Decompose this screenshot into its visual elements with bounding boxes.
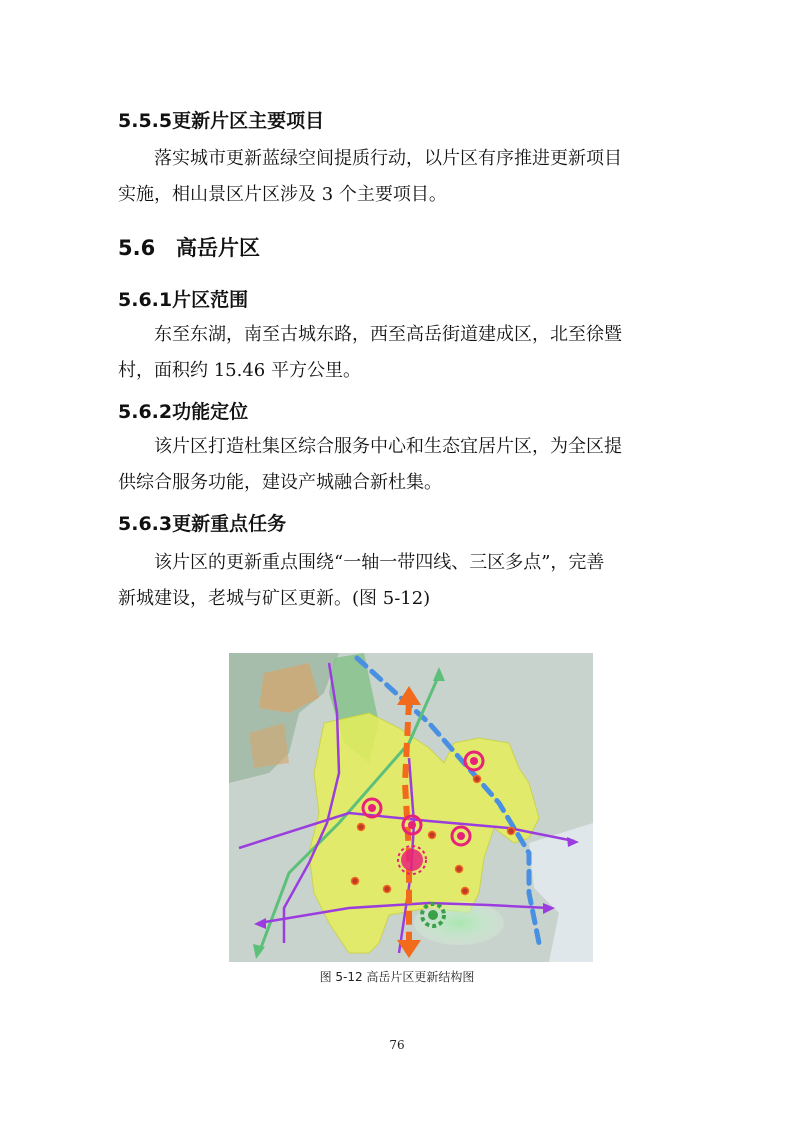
paragraph-line: 供综合服务功能，建设产城融合新杜集。 bbox=[118, 472, 442, 493]
section-title: 高岳片区 bbox=[176, 236, 260, 260]
paragraph-line: 该片区的更新重点围绕“一轴一带四线、三区多点”，完善 bbox=[154, 552, 605, 573]
paragraph-line: 村，面积约 15.46 平方公里。 bbox=[118, 360, 361, 381]
structure-map-figure bbox=[229, 653, 593, 962]
paragraph-line: 新城建设，老城与矿区更新。(图 5-12) bbox=[118, 588, 431, 609]
paragraph-line: 该片区打造杜集区综合服务中心和生态宜居片区，为全区提 bbox=[154, 436, 622, 457]
page-number: 76 bbox=[389, 1038, 405, 1052]
paragraph-line: 实施，相山景区片区涉及 3 个主要项目。 bbox=[118, 184, 447, 205]
section-heading-5-5-5: 5.5.5更新片区主要项目 bbox=[118, 110, 325, 132]
paragraph-5-6-3 bbox=[118, 545, 678, 617]
paragraph-5-6-1 bbox=[118, 317, 678, 389]
section-number: 5.6 bbox=[118, 236, 156, 260]
paragraph-5-6-2 bbox=[118, 429, 678, 501]
paragraph-line: 东至东湖，南至古城东路，西至高岳街道建成区，北至徐暨 bbox=[154, 324, 622, 345]
figure-caption: 图 5-12 高岳片区更新结构图 bbox=[319, 970, 475, 984]
paragraph-5-5-5 bbox=[118, 141, 678, 213]
section-heading-5-6-3: 5.6.3更新重点任务 bbox=[118, 513, 287, 535]
paragraph-line: 落实城市更新蓝绿空间提质行动，以片区有序推进更新项目 bbox=[154, 148, 622, 169]
section-heading-5-6-2: 5.6.2功能定位 bbox=[118, 401, 249, 423]
section-heading-5-6 bbox=[118, 232, 260, 262]
section-heading-5-6-1: 5.6.1片区范围 bbox=[118, 289, 249, 311]
